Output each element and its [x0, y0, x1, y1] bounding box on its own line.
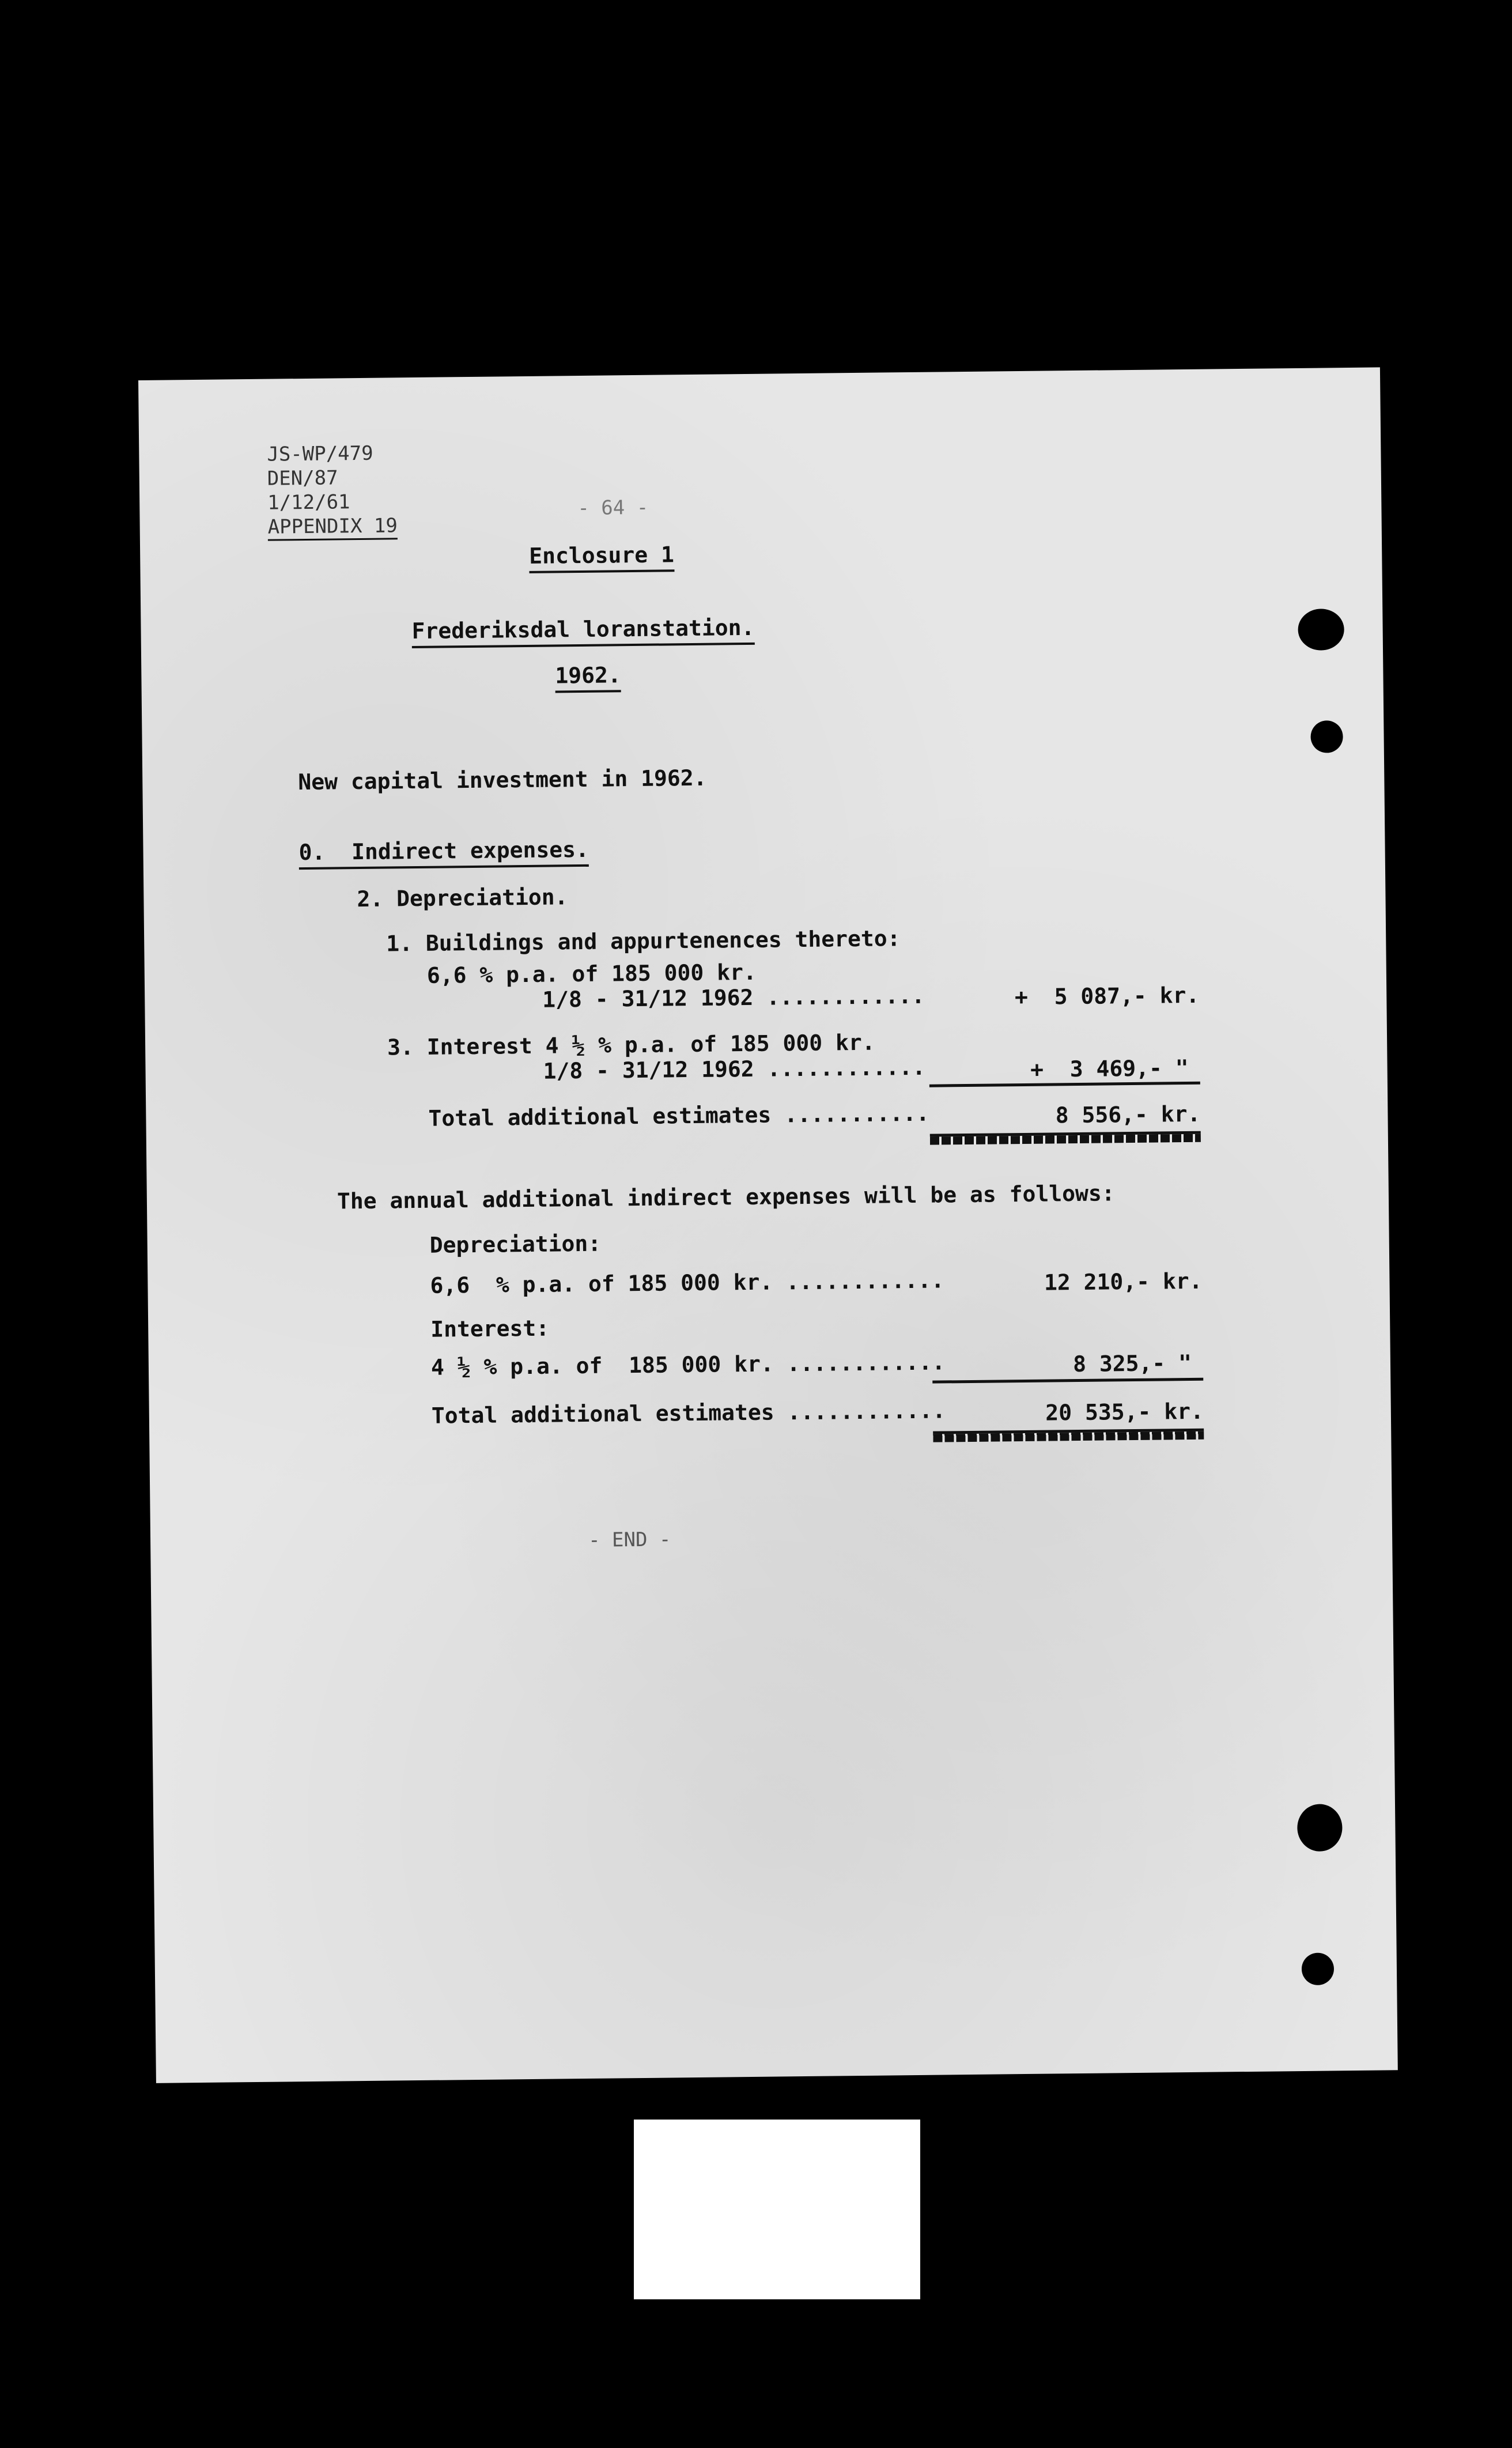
punch-hole: [1298, 609, 1344, 651]
reference-appendix: APPENDIX 19: [267, 513, 398, 541]
section-heading: New capital investment in 1962.: [298, 765, 707, 795]
annual-depreciation-amount: 12 210,- kr.: [1044, 1268, 1203, 1295]
annual-total-amount: 20 535,- kr.: [1045, 1398, 1204, 1426]
punch-hole: [1297, 1804, 1343, 1852]
depreciation-heading: 2. Depreciation.: [357, 884, 568, 912]
station-title: Frederiksdal loranstation.: [411, 615, 754, 648]
annual-depreciation-label: Depreciation:: [429, 1230, 602, 1258]
enclosure-title: Enclosure 1: [529, 542, 674, 573]
total-estimates-label: Total additional estimates ...........: [428, 1100, 929, 1131]
reference-code: JS-WP/479: [267, 441, 373, 466]
buildings-label: 1. Buildings and appurtenences thereto:: [386, 925, 901, 957]
buildings-amount: + 5 087,- kr.: [1014, 982, 1200, 1010]
annual-heading: The annual additional indirect expenses will be as follows:: [337, 1180, 1115, 1214]
punch-hole: [1310, 720, 1343, 753]
interest-label: 3. Interest 4 ½ % p.a. of 185 000 kr.: [387, 1029, 875, 1060]
blank-label-card: [634, 2120, 920, 2299]
annual-interest-line: 4 ½ % p.a. of 185 000 kr. ............: [430, 1349, 946, 1380]
buildings-period: 1/8 - 31/12 1962 ............: [542, 983, 925, 1013]
reference-date: 1/12/61: [267, 490, 350, 515]
document-page: [138, 367, 1398, 2083]
total-double-rule: [930, 1131, 1201, 1145]
punch-hole: [1302, 1952, 1335, 1985]
annual-total-label: Total additional estimates ............: [431, 1397, 946, 1429]
reference-den: DEN/87: [267, 466, 338, 490]
annual-depreciation-line: 6,6 % p.a. of 185 000 kr. ............: [430, 1267, 944, 1298]
end-mark: - END -: [588, 1528, 671, 1552]
annual-interest-label: Interest:: [430, 1315, 550, 1342]
annual-interest-amount: 8 325,- ": [1072, 1350, 1192, 1377]
annual-subtotal-rule: [932, 1378, 1203, 1384]
annual-total-double-rule: [933, 1429, 1204, 1442]
total-estimates-amount: 8 556,- kr.: [1055, 1101, 1201, 1128]
page-number: - 64 -: [577, 496, 649, 520]
indirect-expenses-heading: 0. Indirect expenses.: [298, 837, 589, 870]
interest-period: 1/8 - 31/12 1962 ............: [543, 1054, 926, 1084]
interest-amount: + 3 469,- ": [1030, 1055, 1189, 1082]
buildings-rate: 6,6 % p.a. of 185 000 kr.: [426, 959, 757, 988]
year-title: 1962.: [555, 662, 621, 693]
